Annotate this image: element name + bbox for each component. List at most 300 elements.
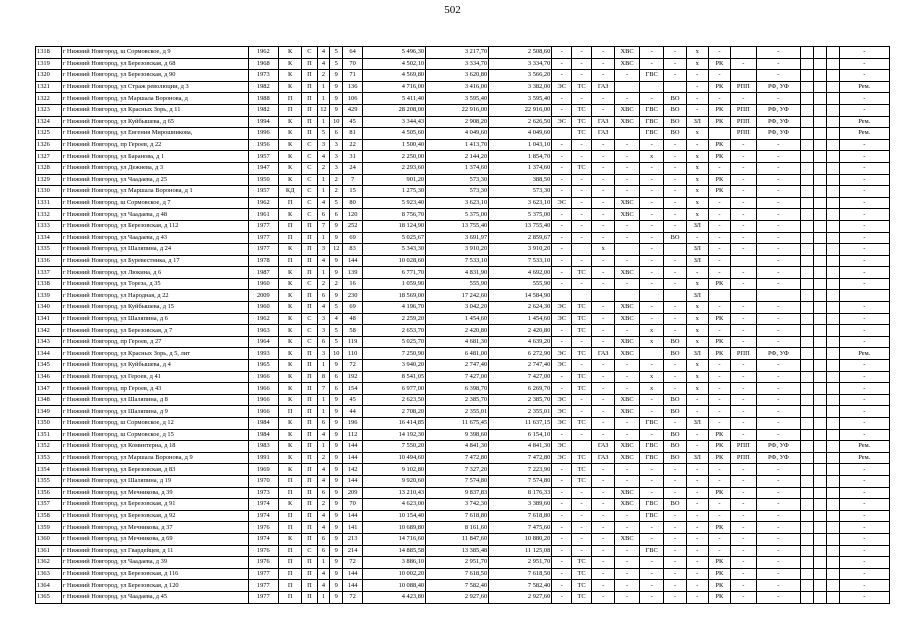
table-cell: - bbox=[839, 418, 889, 430]
table-row bbox=[36, 278, 890, 290]
table-cell: П bbox=[278, 510, 301, 522]
table-cell: - bbox=[552, 209, 572, 221]
table-cell: 4 bbox=[317, 580, 330, 592]
table-cell bbox=[801, 151, 814, 163]
table-row bbox=[36, 267, 890, 279]
table-cell bbox=[813, 406, 826, 418]
table-cell: - bbox=[756, 568, 800, 580]
table-cell: 3 344,43 bbox=[363, 116, 426, 128]
table-cell: РФ, УФ bbox=[756, 116, 800, 128]
table-cell: - bbox=[639, 522, 664, 534]
table-cell: П bbox=[302, 371, 317, 383]
table-cell: - bbox=[730, 58, 756, 70]
table-cell: 7 582,40 bbox=[489, 580, 552, 592]
table-cell: РК bbox=[708, 278, 730, 290]
table-cell: К bbox=[278, 336, 301, 348]
table-cell: 1343 bbox=[36, 336, 62, 348]
table-cell bbox=[801, 591, 814, 603]
table-cell: 4 049,60 bbox=[489, 128, 552, 140]
table-cell: ГВС bbox=[639, 116, 664, 128]
table-cell: - bbox=[730, 533, 756, 545]
table-cell: - bbox=[839, 533, 889, 545]
table-row bbox=[36, 244, 890, 256]
table-cell: П bbox=[302, 220, 317, 232]
table-row bbox=[36, 162, 890, 174]
table-cell: - bbox=[572, 533, 592, 545]
table-cell: - bbox=[708, 394, 730, 406]
table-cell: 1335 bbox=[36, 244, 62, 256]
table-cell: 3 334,70 bbox=[426, 58, 489, 70]
table-cell bbox=[801, 533, 814, 545]
table-cell: - bbox=[730, 522, 756, 534]
table-cell: 6 bbox=[317, 487, 330, 499]
table-cell bbox=[826, 313, 839, 325]
table-cell: П bbox=[302, 487, 317, 499]
table-cell: 10 154,40 bbox=[363, 510, 426, 522]
table-cell: 10 bbox=[330, 348, 343, 360]
table-cell: 3 bbox=[317, 348, 330, 360]
table-cell: - bbox=[572, 70, 592, 82]
table-cell: - bbox=[664, 278, 686, 290]
table-cell: - bbox=[730, 545, 756, 557]
table-cell: 6 bbox=[317, 545, 330, 557]
table-cell: 2 927,60 bbox=[489, 591, 552, 603]
table-cell: 16 bbox=[343, 278, 363, 290]
table-cell: - bbox=[664, 464, 686, 476]
table-cell: 1 bbox=[317, 267, 330, 279]
table-cell: - bbox=[730, 557, 756, 569]
table-cell bbox=[801, 128, 814, 140]
table-cell: 6 771,70 bbox=[363, 267, 426, 279]
table-cell: 4 716,00 bbox=[363, 81, 426, 93]
table-cell: 1350 bbox=[36, 418, 62, 430]
table-cell: - bbox=[839, 104, 889, 116]
table-cell: - bbox=[552, 510, 572, 522]
table-cell bbox=[801, 383, 814, 395]
table-cell: ЭС bbox=[552, 197, 572, 209]
table-cell: ТС bbox=[572, 580, 592, 592]
table-cell: - bbox=[730, 429, 756, 441]
table-cell bbox=[801, 325, 814, 337]
table-cell: ГАЗ bbox=[592, 452, 615, 464]
table-cell: - bbox=[592, 232, 615, 244]
table-cell: - bbox=[730, 186, 756, 198]
table-cell: 5 923,40 bbox=[363, 197, 426, 209]
table-cell: - bbox=[572, 209, 592, 221]
table-cell bbox=[826, 441, 839, 453]
table-cell: 69 bbox=[343, 232, 363, 244]
table-cell: х bbox=[686, 336, 708, 348]
table-cell: К bbox=[278, 429, 301, 441]
table-cell: - bbox=[839, 174, 889, 186]
table-cell: П bbox=[302, 360, 317, 372]
table-cell bbox=[801, 580, 814, 592]
table-cell bbox=[813, 116, 826, 128]
table-cell: РФ, УФ bbox=[756, 81, 800, 93]
table-cell: 7 427,00 bbox=[489, 371, 552, 383]
table-cell: 28 208,00 bbox=[363, 104, 426, 116]
table-cell: ЭС bbox=[552, 116, 572, 128]
table-cell: 901,20 bbox=[363, 174, 426, 186]
table-cell: - bbox=[572, 499, 592, 511]
table-cell: - bbox=[756, 591, 800, 603]
table-cell: 2 708,20 bbox=[363, 406, 426, 418]
table-cell: 1965 bbox=[248, 360, 278, 372]
table-row bbox=[36, 533, 890, 545]
table-cell: - bbox=[686, 522, 708, 534]
table-row bbox=[36, 151, 890, 163]
table-cell: РК bbox=[708, 104, 730, 116]
table-row bbox=[36, 232, 890, 244]
table-cell: П bbox=[278, 487, 301, 499]
table-cell: - bbox=[572, 93, 592, 105]
table-cell: ВО bbox=[664, 104, 686, 116]
table-cell: 6 bbox=[330, 209, 343, 221]
table-cell: - bbox=[552, 487, 572, 499]
table-cell bbox=[813, 267, 826, 279]
table-cell: ХВС bbox=[615, 313, 640, 325]
table-cell: 2 420,80 bbox=[489, 325, 552, 337]
table-cell bbox=[572, 441, 592, 453]
table-cell: 9 bbox=[330, 104, 343, 116]
table-cell: - bbox=[639, 568, 664, 580]
table-cell: ХВС bbox=[615, 302, 640, 314]
table-cell bbox=[826, 545, 839, 557]
table-cell: 5 bbox=[330, 58, 343, 70]
table-cell: 13 210,43 bbox=[363, 487, 426, 499]
table-cell bbox=[801, 360, 814, 372]
table-cell: - bbox=[839, 383, 889, 395]
table-cell: г Нижний Новгород, ул Чаадаева, д 48 bbox=[61, 209, 248, 221]
table-row bbox=[36, 475, 890, 487]
table-cell: ВО bbox=[664, 348, 686, 360]
table-cell bbox=[801, 174, 814, 186]
table-cell: г Нижний Новгород, ул Шаляпина, д 19 bbox=[61, 475, 248, 487]
table-cell: - bbox=[686, 429, 708, 441]
table-cell: х bbox=[686, 313, 708, 325]
table-cell: - bbox=[730, 151, 756, 163]
table-cell: 1327 bbox=[36, 151, 62, 163]
table-cell: ХВС bbox=[615, 116, 640, 128]
table-cell: - bbox=[664, 58, 686, 70]
table-cell: ТС bbox=[572, 557, 592, 569]
table-cell: 11 675,45 bbox=[426, 418, 489, 430]
table-cell: 1323 bbox=[36, 104, 62, 116]
table-cell bbox=[813, 162, 826, 174]
table-row bbox=[36, 487, 890, 499]
table-cell bbox=[813, 244, 826, 256]
table-cell: - bbox=[592, 186, 615, 198]
table-cell bbox=[826, 104, 839, 116]
table-cell: - bbox=[552, 267, 572, 279]
table-cell: 3 623,10 bbox=[489, 197, 552, 209]
table-cell: ЗЛ bbox=[686, 255, 708, 267]
table-cell: - bbox=[664, 580, 686, 592]
table-cell: - bbox=[552, 244, 572, 256]
table-cell: - bbox=[592, 406, 615, 418]
table-cell: - bbox=[756, 371, 800, 383]
table-cell: - bbox=[639, 174, 664, 186]
table-cell: 1960 bbox=[248, 278, 278, 290]
table-cell: 1328 bbox=[36, 162, 62, 174]
table-cell: - bbox=[708, 220, 730, 232]
table-cell: 1 bbox=[317, 174, 330, 186]
table-cell: 7 550,20 bbox=[363, 441, 426, 453]
table-cell bbox=[813, 220, 826, 232]
table-cell: - bbox=[756, 313, 800, 325]
table-cell: 10 088,40 bbox=[363, 580, 426, 592]
table-cell: - bbox=[639, 93, 664, 105]
table-cell: х bbox=[639, 383, 664, 395]
table-cell: 2 385,70 bbox=[489, 394, 552, 406]
table-cell: - bbox=[708, 162, 730, 174]
table-row bbox=[36, 220, 890, 232]
table-cell: 9 bbox=[330, 220, 343, 232]
table-cell: - bbox=[839, 47, 889, 59]
table-cell: 9 bbox=[330, 487, 343, 499]
table-cell: ЗЛ bbox=[686, 116, 708, 128]
table-row bbox=[36, 499, 890, 511]
table-cell: 1353 bbox=[36, 452, 62, 464]
table-cell: 18 569,00 bbox=[363, 290, 426, 302]
table-cell: 4 831,90 bbox=[426, 267, 489, 279]
table-cell bbox=[826, 47, 839, 59]
table-cell: 9 bbox=[330, 475, 343, 487]
table-cell: С bbox=[302, 151, 317, 163]
table-cell: 1364 bbox=[36, 580, 62, 592]
table-cell: - bbox=[839, 278, 889, 290]
table-cell: - bbox=[686, 568, 708, 580]
table-cell: 1964 bbox=[248, 336, 278, 348]
table-cell: К bbox=[278, 418, 301, 430]
table-cell: - bbox=[730, 360, 756, 372]
table-cell: 71 bbox=[343, 70, 363, 82]
table-cell: 15 bbox=[343, 186, 363, 198]
table-cell: х bbox=[686, 360, 708, 372]
table-cell: 1978 bbox=[248, 255, 278, 267]
table-cell: 2 508,60 bbox=[489, 47, 552, 59]
table-cell: К bbox=[278, 209, 301, 221]
table-cell: К bbox=[278, 278, 301, 290]
table-cell: - bbox=[686, 81, 708, 93]
table-cell bbox=[826, 568, 839, 580]
table-cell bbox=[826, 406, 839, 418]
table-cell: 2 bbox=[317, 162, 330, 174]
table-cell: 10 494,60 bbox=[363, 452, 426, 464]
table-cell: - bbox=[592, 499, 615, 511]
table-cell bbox=[813, 545, 826, 557]
table-cell: х bbox=[686, 371, 708, 383]
table-cell: 8 bbox=[317, 371, 330, 383]
table-cell: РФ, УФ bbox=[756, 452, 800, 464]
table-cell: 196 bbox=[343, 418, 363, 430]
table-cell: К bbox=[278, 139, 301, 151]
table-cell: х bbox=[686, 278, 708, 290]
table-cell: - bbox=[664, 174, 686, 186]
table-cell: ХВС bbox=[615, 336, 640, 348]
table-cell bbox=[801, 278, 814, 290]
table-cell: г Нижний Новгород, ул Дежнева, д 3 bbox=[61, 162, 248, 174]
table-cell: - bbox=[839, 545, 889, 557]
table-cell: ГАЗ bbox=[592, 116, 615, 128]
table-cell: г Нижний Новгород, ул Мечникова, д 39 bbox=[61, 487, 248, 499]
table-cell: 1966 bbox=[248, 383, 278, 395]
table-cell: - bbox=[572, 255, 592, 267]
table-cell: х bbox=[592, 244, 615, 256]
table-cell: - bbox=[572, 151, 592, 163]
table-cell: С bbox=[302, 278, 317, 290]
table-cell: РПП bbox=[730, 452, 756, 464]
table-cell: 3 623,10 bbox=[426, 197, 489, 209]
table-cell bbox=[801, 475, 814, 487]
table-cell: ТС bbox=[572, 383, 592, 395]
table-cell: - bbox=[686, 487, 708, 499]
table-cell bbox=[615, 128, 640, 140]
table-cell: К bbox=[278, 348, 301, 360]
table-cell bbox=[813, 429, 826, 441]
table-cell: 1326 bbox=[36, 139, 62, 151]
table-cell: - bbox=[552, 545, 572, 557]
table-cell: 3 bbox=[317, 244, 330, 256]
table-cell: - bbox=[730, 197, 756, 209]
table-cell: г Нижний Новгород, ул Куйбышева, д 15 bbox=[61, 302, 248, 314]
table-row bbox=[36, 209, 890, 221]
table-cell: - bbox=[756, 522, 800, 534]
table-cell bbox=[826, 58, 839, 70]
table-cell: - bbox=[552, 278, 572, 290]
table-cell bbox=[813, 197, 826, 209]
table-row bbox=[36, 429, 890, 441]
table-cell: - bbox=[639, 487, 664, 499]
table-cell: ГВС bbox=[639, 452, 664, 464]
table-cell: - bbox=[756, 325, 800, 337]
table-cell: - bbox=[615, 522, 640, 534]
table-cell: 4 bbox=[317, 197, 330, 209]
table-cell: РФ, УФ bbox=[756, 441, 800, 453]
table-cell: 17 242,60 bbox=[426, 290, 489, 302]
table-cell: 4 841,30 bbox=[489, 441, 552, 453]
table-cell: 7 472,80 bbox=[489, 452, 552, 464]
table-cell: - bbox=[839, 499, 889, 511]
table-cell: - bbox=[592, 383, 615, 395]
table-cell: х bbox=[639, 325, 664, 337]
table-cell: г Нижний Новгород, ул Березовская, д 92 bbox=[61, 510, 248, 522]
table-cell: - bbox=[592, 93, 615, 105]
table-cell bbox=[813, 522, 826, 534]
table-cell: г Нижний Новгород, ул Куйбышева, д 4 bbox=[61, 360, 248, 372]
table-cell: - bbox=[756, 383, 800, 395]
table-cell: 4 692,00 bbox=[489, 267, 552, 279]
table-cell: 2 951,70 bbox=[426, 557, 489, 569]
table-cell bbox=[801, 186, 814, 198]
table-cell: - bbox=[686, 499, 708, 511]
table-cell: 5 bbox=[330, 47, 343, 59]
table-cell: - bbox=[615, 371, 640, 383]
table-cell: - bbox=[664, 325, 686, 337]
table-cell: 6 269,70 bbox=[489, 383, 552, 395]
table-cell: К bbox=[278, 47, 301, 59]
table-cell: РК bbox=[708, 174, 730, 186]
table-cell: - bbox=[664, 510, 686, 522]
table-cell: - bbox=[572, 336, 592, 348]
table-cell: 5 375,00 bbox=[489, 209, 552, 221]
table-cell: - bbox=[686, 441, 708, 453]
table-cell: 22 916,00 bbox=[489, 104, 552, 116]
table-cell: ВО bbox=[664, 499, 686, 511]
table-row bbox=[36, 128, 890, 140]
table-cell: 4 623,00 bbox=[363, 499, 426, 511]
table-cell: РК bbox=[708, 591, 730, 603]
table-cell: - bbox=[756, 186, 800, 198]
table-cell: К bbox=[278, 499, 301, 511]
table-cell: 1960 bbox=[248, 302, 278, 314]
table-cell: П bbox=[302, 510, 317, 522]
table-cell: х bbox=[686, 325, 708, 337]
table-cell: - bbox=[552, 533, 572, 545]
table-cell: - bbox=[839, 58, 889, 70]
table-cell: 1329 bbox=[36, 174, 62, 186]
table-cell: 1 bbox=[317, 557, 330, 569]
table-cell: - bbox=[708, 244, 730, 256]
table-cell: - bbox=[664, 383, 686, 395]
table-cell: - bbox=[592, 464, 615, 476]
table-cell: 1341 bbox=[36, 313, 62, 325]
table-cell: - bbox=[708, 70, 730, 82]
table-cell: 2 624,30 bbox=[489, 302, 552, 314]
table-cell: - bbox=[572, 197, 592, 209]
table-cell: - bbox=[839, 429, 889, 441]
table-cell bbox=[813, 186, 826, 198]
table-cell: П bbox=[302, 232, 317, 244]
table-cell bbox=[615, 244, 640, 256]
table-cell: - bbox=[730, 568, 756, 580]
table-cell: - bbox=[639, 220, 664, 232]
table-cell: 2 bbox=[330, 278, 343, 290]
table-cell bbox=[552, 128, 572, 140]
table-cell bbox=[826, 336, 839, 348]
table-cell bbox=[813, 371, 826, 383]
table-cell: - bbox=[730, 232, 756, 244]
table-cell: 3 595,40 bbox=[426, 93, 489, 105]
table-cell: - bbox=[552, 93, 572, 105]
table-cell: 9 bbox=[330, 533, 343, 545]
table-cell: - bbox=[664, 487, 686, 499]
table-cell: г Нижний Новгород, ул Чаадаева, д 39 bbox=[61, 557, 248, 569]
table-cell: - bbox=[615, 174, 640, 186]
table-cell: 1984 bbox=[248, 429, 278, 441]
table-cell: - bbox=[756, 545, 800, 557]
table-cell: К bbox=[278, 533, 301, 545]
table-cell: х bbox=[686, 174, 708, 186]
table-cell: П bbox=[278, 568, 301, 580]
table-cell: К bbox=[278, 116, 301, 128]
table-cell: - bbox=[839, 394, 889, 406]
table-cell: 136 bbox=[343, 81, 363, 93]
table-cell: 3 382,00 bbox=[489, 81, 552, 93]
table-cell: П bbox=[278, 255, 301, 267]
table-row bbox=[36, 371, 890, 383]
table-cell: 10 bbox=[330, 116, 343, 128]
table-cell: 45 bbox=[343, 394, 363, 406]
table-cell: - bbox=[756, 475, 800, 487]
table-cell bbox=[813, 313, 826, 325]
table-cell bbox=[813, 151, 826, 163]
table-cell: - bbox=[839, 580, 889, 592]
table-cell: 9 bbox=[330, 255, 343, 267]
table-cell bbox=[708, 128, 730, 140]
table-cell: РК bbox=[708, 557, 730, 569]
table-cell: 7 574,80 bbox=[489, 475, 552, 487]
